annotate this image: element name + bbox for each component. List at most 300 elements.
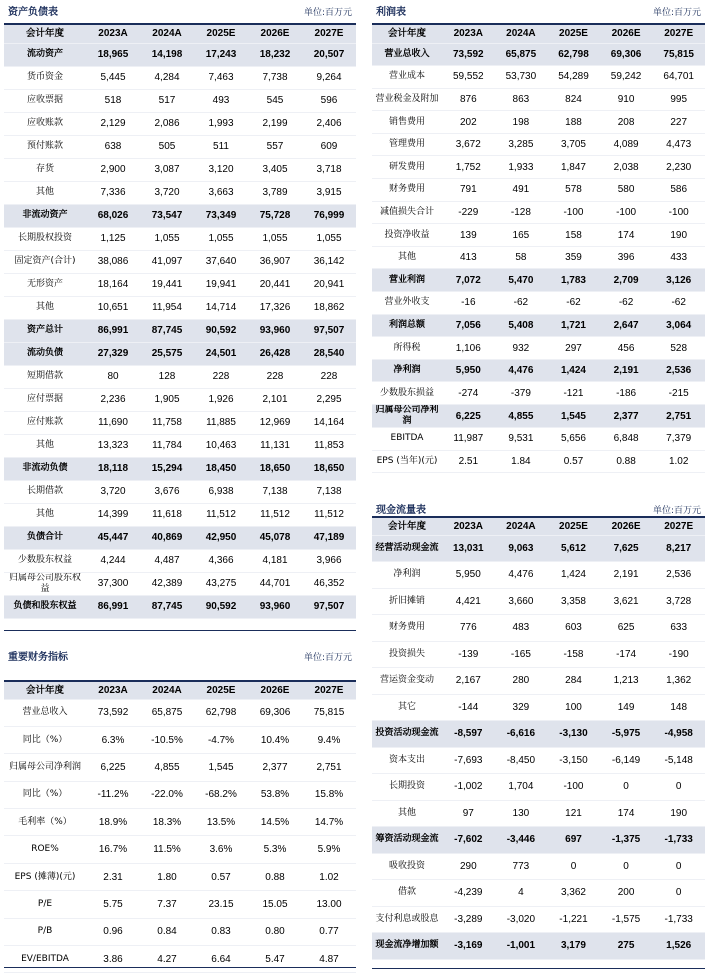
table-row bbox=[372, 668, 705, 695]
value-cell: -165 bbox=[510, 648, 531, 660]
value-cell: 3.86 bbox=[103, 953, 123, 965]
cash-flow-panel bbox=[372, 502, 705, 972]
value-cell: -3,169 bbox=[442, 933, 495, 960]
key-indicators-bottom-rule bbox=[4, 967, 356, 968]
table-row bbox=[372, 853, 705, 880]
row-label-cell: 少数股东损益 bbox=[379, 387, 434, 398]
value-cell: 4,855 bbox=[495, 405, 548, 428]
value-cell: 910 bbox=[617, 93, 635, 105]
value-cell: 65,875 bbox=[151, 707, 183, 719]
table-row bbox=[372, 588, 705, 615]
value-cell: 62,798 bbox=[547, 43, 600, 66]
value-cell: 3,789 bbox=[262, 187, 288, 198]
header-label-cell: 会计年度 bbox=[4, 25, 86, 43]
value-cell: 3,915 bbox=[316, 187, 342, 198]
value-cell: 198 bbox=[512, 116, 530, 128]
value-cell: 6,848 bbox=[613, 433, 639, 445]
value-cell: 4,366 bbox=[208, 555, 234, 566]
value-cell: 1,704 bbox=[508, 781, 534, 793]
value-cell: 932 bbox=[512, 342, 530, 354]
table-row bbox=[4, 296, 356, 319]
value-cell: 824 bbox=[565, 93, 582, 105]
value-cell: 433 bbox=[670, 252, 688, 264]
row-label-cell: 研发费用 bbox=[388, 161, 425, 172]
value-cell: -1,733 bbox=[664, 913, 693, 925]
value-cell: 2,647 bbox=[600, 314, 653, 337]
value-cell: 7.37 bbox=[157, 898, 177, 910]
table-row bbox=[4, 503, 356, 526]
value-cell: 7,379 bbox=[666, 433, 692, 445]
header-year-cell: 2027E bbox=[652, 518, 705, 535]
value-cell: 2,751 bbox=[652, 405, 705, 428]
table-row bbox=[4, 946, 356, 973]
value-cell: 2,236 bbox=[100, 394, 126, 405]
value-cell: 100 bbox=[565, 701, 582, 713]
value-cell: -274 bbox=[458, 387, 479, 399]
row-label-cell: 营业总收入 bbox=[372, 43, 442, 66]
table-row bbox=[372, 88, 705, 111]
table-header-row bbox=[372, 518, 705, 535]
row-label-cell: 管理费用 bbox=[388, 139, 425, 150]
income-statement-table bbox=[372, 25, 705, 473]
header-year-cell: 2023A bbox=[86, 682, 140, 699]
value-cell: 6.3% bbox=[101, 734, 125, 746]
value-cell: 4.27 bbox=[157, 953, 177, 965]
header-label-cell: 会计年度 bbox=[372, 518, 442, 535]
value-cell: 2,536 bbox=[652, 359, 705, 382]
value-cell: 2,295 bbox=[316, 394, 342, 405]
value-cell: 174 bbox=[617, 807, 635, 819]
row-label-cell: 净利润 bbox=[372, 359, 442, 382]
row-label-cell: 净利润 bbox=[393, 569, 421, 580]
value-cell: 28,540 bbox=[302, 342, 356, 365]
value-cell: 1,752 bbox=[455, 161, 481, 173]
value-cell: 5.9% bbox=[317, 844, 341, 856]
table-row bbox=[372, 800, 705, 827]
value-cell: 396 bbox=[617, 252, 635, 264]
value-cell: 5.3% bbox=[263, 844, 287, 856]
value-cell: 23.15 bbox=[208, 898, 234, 910]
value-cell: 0.57 bbox=[563, 455, 584, 467]
value-cell: 15.05 bbox=[262, 898, 288, 910]
value-cell: 149 bbox=[617, 701, 635, 713]
row-label-cell: 货币资金 bbox=[26, 72, 63, 82]
value-cell: 3,285 bbox=[508, 139, 534, 151]
value-cell: 10.4% bbox=[260, 734, 290, 746]
value-cell: 73,592 bbox=[97, 707, 129, 719]
table-row bbox=[4, 434, 356, 457]
value-cell: 11,512 bbox=[314, 509, 344, 520]
table-row bbox=[4, 411, 356, 434]
row-label-cell: 其他 bbox=[35, 302, 54, 312]
value-cell: 9,264 bbox=[316, 72, 342, 83]
table-row bbox=[4, 89, 356, 112]
value-cell: 18,650 bbox=[302, 457, 356, 480]
value-cell: 11.5% bbox=[153, 844, 181, 856]
value-cell: 130 bbox=[512, 807, 530, 819]
value-cell: 5,470 bbox=[495, 269, 548, 292]
value-cell: 3,064 bbox=[652, 314, 705, 337]
value-cell: 3,087 bbox=[154, 164, 180, 175]
row-label-cell: 经营活动现金流 bbox=[372, 535, 442, 562]
value-cell: 11,758 bbox=[152, 417, 182, 428]
value-cell: 26,428 bbox=[248, 342, 302, 365]
value-cell: 1,926 bbox=[208, 394, 234, 405]
value-cell: 1,721 bbox=[547, 314, 600, 337]
value-cell: 1.02 bbox=[319, 871, 339, 883]
value-cell: 2,377 bbox=[600, 405, 653, 428]
value-cell: 2,230 bbox=[666, 161, 692, 173]
key-indicators-unit: 单位:百万元 bbox=[303, 653, 352, 663]
row-label-cell: 营运资金变动 bbox=[379, 675, 434, 686]
balance-sheet-table bbox=[4, 25, 356, 619]
value-cell: 1,783 bbox=[547, 269, 600, 292]
value-cell: 73,349 bbox=[194, 204, 248, 227]
row-label-cell: 同比（%） bbox=[22, 789, 68, 800]
value-cell: 11,618 bbox=[152, 509, 182, 520]
value-cell: 2,900 bbox=[100, 164, 126, 175]
value-cell: 73,547 bbox=[140, 204, 194, 227]
value-cell: 4,089 bbox=[613, 139, 639, 151]
table-row bbox=[372, 201, 705, 224]
row-label-cell: ROE% bbox=[31, 844, 59, 855]
value-cell: 174 bbox=[617, 229, 635, 241]
value-cell: -128 bbox=[510, 206, 531, 218]
table-row bbox=[4, 836, 356, 863]
value-cell: 580 bbox=[617, 184, 635, 196]
value-cell: 228 bbox=[320, 371, 338, 382]
table-row bbox=[372, 880, 705, 907]
value-cell: 45,447 bbox=[86, 526, 140, 549]
row-label-cell: 其它 bbox=[397, 701, 416, 712]
value-cell: -144 bbox=[458, 701, 479, 713]
value-cell: 297 bbox=[565, 342, 582, 354]
value-cell: 3,621 bbox=[613, 595, 639, 607]
row-label-cell: 投资净收益 bbox=[384, 229, 430, 240]
value-cell: 1,545 bbox=[547, 405, 600, 428]
table-row bbox=[372, 721, 705, 748]
row-label-cell: 存货 bbox=[35, 164, 54, 174]
value-cell: 280 bbox=[512, 675, 530, 687]
value-cell: 3,966 bbox=[316, 555, 342, 566]
header-year-cell: 2025E bbox=[194, 682, 248, 699]
row-label-cell: 流动资产 bbox=[4, 43, 86, 66]
value-cell: 0 bbox=[675, 887, 682, 899]
value-cell: 4,476 bbox=[508, 569, 534, 581]
row-label-cell: 短期借款 bbox=[26, 371, 63, 381]
value-cell: 4.87 bbox=[319, 953, 339, 965]
value-cell: -158 bbox=[563, 648, 584, 660]
value-cell: 64,701 bbox=[663, 71, 694, 83]
table-row bbox=[372, 405, 705, 428]
value-cell: 2,101 bbox=[262, 394, 288, 405]
value-cell: 3,358 bbox=[560, 595, 586, 607]
value-cell: 1,055 bbox=[208, 233, 234, 244]
value-cell: 2,038 bbox=[613, 161, 639, 173]
row-label-cell: 其他 bbox=[35, 187, 54, 197]
value-cell: 80 bbox=[107, 371, 119, 382]
value-cell: 491 bbox=[512, 184, 530, 196]
table-row bbox=[372, 269, 705, 292]
value-cell: 62,798 bbox=[205, 707, 237, 719]
row-label-cell: 销售费用 bbox=[388, 116, 425, 127]
value-cell: 2,709 bbox=[600, 269, 653, 292]
row-label-cell: 预付账款 bbox=[26, 141, 63, 151]
value-cell: -174 bbox=[616, 648, 637, 660]
value-cell: 1,055 bbox=[316, 233, 342, 244]
value-cell: 36,142 bbox=[313, 256, 345, 267]
row-label-cell: 毛利率（%） bbox=[18, 816, 72, 827]
value-cell: 3.6% bbox=[209, 844, 233, 856]
value-cell: 15,294 bbox=[140, 457, 194, 480]
table-row bbox=[4, 726, 356, 753]
value-cell: 40,869 bbox=[140, 526, 194, 549]
value-cell: 2,191 bbox=[600, 359, 653, 382]
table-row bbox=[372, 133, 705, 156]
row-label-cell: 非流动负债 bbox=[4, 457, 86, 480]
value-cell: 190 bbox=[670, 229, 688, 241]
value-cell: -16 bbox=[461, 297, 476, 309]
value-cell: -62 bbox=[671, 297, 686, 309]
value-cell: 158 bbox=[565, 229, 582, 241]
value-cell: 3,728 bbox=[666, 595, 692, 607]
value-cell: 2,406 bbox=[316, 118, 342, 129]
value-cell: 86,991 bbox=[86, 319, 140, 342]
value-cell: 9.4% bbox=[317, 734, 341, 746]
value-cell: 5.75 bbox=[103, 898, 123, 910]
value-cell: 42,950 bbox=[194, 526, 248, 549]
row-label-cell: 其他 bbox=[397, 252, 416, 263]
value-cell: -68.2% bbox=[205, 789, 237, 801]
row-label-cell: 同比（%） bbox=[22, 734, 68, 745]
value-cell: 1,905 bbox=[154, 394, 180, 405]
value-cell: 456 bbox=[617, 342, 635, 354]
value-cell: 4,855 bbox=[154, 761, 180, 773]
value-cell: -215 bbox=[668, 387, 689, 399]
header-year-cell: 2024A bbox=[495, 25, 548, 43]
value-cell: -11.2% bbox=[97, 789, 129, 801]
value-cell: 0.88 bbox=[265, 871, 285, 883]
value-cell: 59,552 bbox=[453, 71, 484, 83]
value-cell: -229 bbox=[458, 206, 479, 218]
row-label-cell: 营业利润 bbox=[372, 269, 442, 292]
row-label-cell: 资本支出 bbox=[388, 754, 425, 765]
value-cell: -6,616 bbox=[495, 721, 548, 748]
value-cell: 18,118 bbox=[86, 457, 140, 480]
value-cell: 7,336 bbox=[100, 187, 126, 198]
value-cell: 18.3% bbox=[152, 816, 182, 828]
value-cell: -100 bbox=[616, 206, 637, 218]
cash-flow-bottom-rule bbox=[372, 968, 705, 969]
value-cell: 0.77 bbox=[319, 926, 339, 938]
value-cell: -7,693 bbox=[454, 754, 483, 766]
value-cell: 0 bbox=[675, 781, 682, 793]
value-cell: 5,445 bbox=[100, 72, 126, 83]
key-indicators-title: 重要财务指标 bbox=[8, 652, 68, 663]
value-cell: 7,056 bbox=[442, 314, 495, 337]
value-cell: 18,450 bbox=[194, 457, 248, 480]
value-cell: -6,149 bbox=[611, 754, 641, 766]
value-cell: 14,714 bbox=[205, 302, 237, 313]
value-cell: 6.64 bbox=[211, 953, 231, 965]
value-cell: 76,999 bbox=[302, 204, 356, 227]
table-row bbox=[4, 158, 356, 181]
value-cell: 3,663 bbox=[208, 187, 234, 198]
value-cell: 4,421 bbox=[455, 595, 481, 607]
value-cell: -5,148 bbox=[664, 754, 693, 766]
value-cell: 4,476 bbox=[495, 359, 548, 382]
row-label-cell: 支付利息或股息 bbox=[375, 913, 439, 924]
value-cell: 20,441 bbox=[259, 279, 291, 290]
header-year-cell: 2027E bbox=[302, 25, 356, 43]
row-label-cell: 其他 bbox=[35, 509, 54, 519]
row-label-cell: 减值损失合计 bbox=[379, 206, 434, 217]
value-cell: 517 bbox=[158, 95, 176, 106]
row-label-cell: 长期股权投资 bbox=[17, 233, 72, 243]
value-cell: -100 bbox=[563, 206, 584, 218]
value-cell: 10,651 bbox=[97, 302, 129, 313]
value-cell: 4,181 bbox=[262, 555, 288, 566]
value-cell: -8,450 bbox=[506, 754, 536, 766]
header-label-cell: 会计年度 bbox=[372, 25, 442, 43]
value-cell: 165 bbox=[512, 229, 530, 241]
value-cell: 7,138 bbox=[262, 486, 288, 497]
value-cell: 12,969 bbox=[259, 417, 291, 428]
table-row bbox=[4, 135, 356, 158]
value-cell: 36,907 bbox=[259, 256, 291, 267]
value-cell: 37,640 bbox=[205, 256, 237, 267]
table-row bbox=[372, 450, 705, 473]
value-cell: 19,441 bbox=[151, 279, 183, 290]
table-row bbox=[372, 292, 705, 315]
table-row bbox=[4, 66, 356, 89]
value-cell: 2,199 bbox=[262, 118, 288, 129]
value-cell: 128 bbox=[158, 371, 176, 382]
value-cell: 791 bbox=[459, 184, 477, 196]
value-cell: 24,501 bbox=[194, 342, 248, 365]
value-cell: 0 bbox=[675, 860, 682, 872]
table-row bbox=[4, 754, 356, 781]
value-cell: 2,086 bbox=[154, 118, 180, 129]
value-cell: -5,975 bbox=[600, 721, 653, 748]
table-row bbox=[372, 535, 705, 562]
value-cell: 90,592 bbox=[194, 319, 248, 342]
value-cell: 3,718 bbox=[316, 164, 342, 175]
value-cell: 5,656 bbox=[560, 433, 586, 445]
value-cell: -3,130 bbox=[547, 721, 600, 748]
table-row bbox=[4, 250, 356, 273]
value-cell: 609 bbox=[320, 141, 338, 152]
row-label-cell: 长期投资 bbox=[388, 781, 425, 792]
value-cell: -4.7% bbox=[207, 734, 235, 746]
value-cell: 20,507 bbox=[302, 43, 356, 66]
row-label-cell: 营业总收入 bbox=[22, 707, 68, 718]
value-cell: 46,352 bbox=[313, 578, 345, 589]
table-row bbox=[4, 342, 356, 365]
value-cell: -100 bbox=[668, 206, 689, 218]
value-cell: 6,938 bbox=[208, 486, 234, 497]
value-cell: -1,221 bbox=[559, 913, 588, 925]
value-cell: 697 bbox=[547, 827, 600, 854]
balance-sheet-bottom-rule bbox=[4, 630, 356, 631]
value-cell: -100 bbox=[563, 781, 584, 793]
value-cell: 413 bbox=[459, 252, 477, 264]
table-row bbox=[4, 572, 356, 595]
table-row bbox=[372, 246, 705, 269]
value-cell: -7,602 bbox=[442, 827, 495, 854]
value-cell: 7,463 bbox=[208, 72, 234, 83]
value-cell: 200 bbox=[617, 887, 635, 899]
value-cell: 75,728 bbox=[248, 204, 302, 227]
value-cell: 4,487 bbox=[154, 555, 180, 566]
key-indicators-table bbox=[4, 682, 356, 973]
value-cell: 4,473 bbox=[666, 139, 692, 151]
value-cell: 2.51 bbox=[458, 455, 479, 467]
value-cell: 17,243 bbox=[194, 43, 248, 66]
table-row bbox=[4, 526, 356, 549]
header-year-cell: 2023A bbox=[86, 25, 140, 43]
header-year-cell: 2026E bbox=[248, 25, 302, 43]
value-cell: 13.00 bbox=[316, 898, 342, 910]
row-label-cell: EPS (摊薄)(元) bbox=[14, 871, 76, 882]
table-row bbox=[372, 179, 705, 202]
value-cell: 1,055 bbox=[262, 233, 288, 244]
header-year-cell: 2023A bbox=[442, 518, 495, 535]
header-year-cell: 2025E bbox=[194, 25, 248, 43]
value-cell: 1,362 bbox=[666, 675, 692, 687]
table-row bbox=[4, 204, 356, 227]
value-cell: 8,217 bbox=[652, 535, 705, 562]
value-cell: 625 bbox=[617, 622, 635, 634]
value-cell: 14,198 bbox=[140, 43, 194, 66]
header-year-cell: 2027E bbox=[302, 682, 356, 699]
balance-sheet-title: 资产负债表 bbox=[8, 7, 58, 18]
header-year-cell: 2025E bbox=[547, 25, 600, 43]
value-cell: 188 bbox=[565, 116, 582, 128]
value-cell: -22.0% bbox=[151, 789, 183, 801]
value-cell: 139 bbox=[459, 229, 477, 241]
value-cell: 586 bbox=[670, 184, 688, 196]
row-label-cell: 归属母公司净利润 bbox=[8, 761, 81, 772]
value-cell: 5,950 bbox=[442, 359, 495, 382]
table-header-row bbox=[4, 25, 356, 43]
row-label-cell: 财务费用 bbox=[388, 184, 425, 195]
value-cell: -139 bbox=[458, 648, 479, 660]
value-cell: 202 bbox=[459, 116, 477, 128]
table-row bbox=[4, 809, 356, 836]
row-label-cell: 营业外收支 bbox=[384, 297, 430, 308]
table-header-row bbox=[372, 25, 705, 43]
value-cell: 18,164 bbox=[97, 279, 129, 290]
value-cell: 0.88 bbox=[616, 455, 636, 467]
value-cell: 3,705 bbox=[560, 139, 586, 151]
value-cell: 121 bbox=[565, 807, 582, 819]
header-year-cell: 2023A bbox=[442, 25, 495, 43]
value-cell: 11,784 bbox=[152, 440, 182, 451]
value-cell: 68,026 bbox=[86, 204, 140, 227]
value-cell: 19,941 bbox=[205, 279, 237, 290]
row-label-cell: EV/EBITDA bbox=[21, 953, 69, 964]
value-cell: -62 bbox=[618, 297, 634, 309]
table-row bbox=[4, 699, 356, 726]
table-row bbox=[4, 227, 356, 250]
value-cell: 17,326 bbox=[259, 302, 291, 313]
row-label-cell: 所得税 bbox=[393, 342, 421, 353]
value-cell: 1,526 bbox=[652, 933, 705, 960]
value-cell: 25,575 bbox=[140, 342, 194, 365]
value-cell: 14.7% bbox=[314, 816, 344, 828]
table-row bbox=[372, 224, 705, 247]
